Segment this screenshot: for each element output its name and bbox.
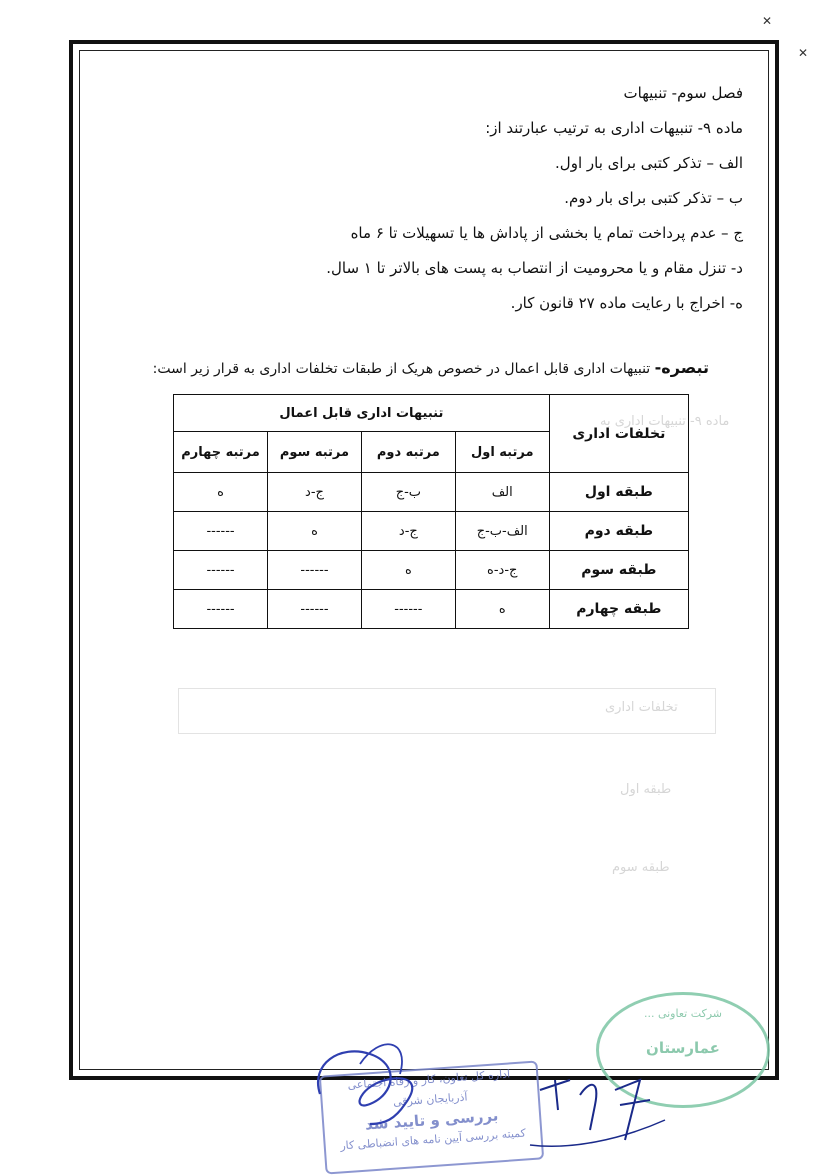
table-cell: الف (455, 473, 549, 512)
table-cell: ------ (268, 590, 362, 629)
row-label: طبقه چهارم (549, 590, 688, 629)
seal-ring-text: شرکت تعاونی ... (643, 1007, 723, 1020)
note (153, 358, 709, 377)
table-cell: ------ (174, 512, 268, 551)
row-label: طبقه اول (549, 473, 688, 512)
table-cell: ج-د (268, 473, 362, 512)
stamp-line: کمیته بررسی آیین نامه های انضباطی کار (339, 1126, 527, 1153)
note-label: تبصره- (654, 358, 709, 377)
stamp-line: اداره کل تعاون، کار و رفاه اجتماعی (347, 1067, 511, 1092)
chapter-title: فصل سوم- تنبیهات (623, 84, 743, 102)
column-header: مرتبه چهارم (174, 432, 268, 473)
note-text: تنبیهات اداری قابل اعمال در خصوص هریک از طبقات تخلفات اداری به قرار زیر است: (152, 361, 651, 377)
table-cell: ج-د (361, 512, 455, 551)
table-cell: ب-ج (361, 473, 455, 512)
signature-right (520, 1050, 670, 1160)
table-row (174, 551, 689, 590)
column-header: مرتبه اول (455, 432, 549, 473)
bleed-through-box (178, 688, 716, 734)
crop-mark: ✕ (762, 14, 773, 28)
penalty-table (173, 394, 689, 629)
list-item: ج – عدم پرداخت تمام یا بخشی از پاداش ها یا تسهیلات تا ۶ ماه (350, 224, 743, 242)
crop-mark: ✕ (798, 46, 809, 60)
table-cell: ه (268, 512, 362, 551)
column-header: مرتبه سوم (268, 432, 362, 473)
table-row-header: تخلفات اداری (549, 395, 688, 473)
table-cell: ------ (174, 590, 268, 629)
signature-left (300, 1024, 460, 1144)
table-row (174, 512, 689, 551)
table-cell: ------ (174, 551, 268, 590)
list-item: الف – تذکر کتبی برای بار اول. (555, 154, 743, 172)
bleed-through-text: طبقه اول (620, 782, 672, 797)
table-cell: ------ (268, 551, 362, 590)
seal-center-text: عمارستان (646, 1039, 720, 1057)
table-cell: ه (174, 473, 268, 512)
row-label: طبقه دوم (549, 512, 688, 551)
table-cell: ه (361, 551, 455, 590)
bleed-through-text: طبقه سوم (612, 860, 670, 875)
list-item: ه- اخراج با رعایت ماده ۲۷ قانون کار. (510, 294, 743, 312)
table-row (174, 473, 689, 512)
stamp-line: بررسی و تایید شد (364, 1106, 499, 1134)
table-cell: الف-ب-ج (455, 512, 549, 551)
bleed-through-text: تخلفات اداری (605, 700, 678, 715)
table-group-header: تنبیهات اداری قابل اعمال (174, 395, 550, 432)
column-header: مرتبه دوم (361, 432, 455, 473)
document-body (183, 76, 743, 321)
list-item: د- تنزل مقام و یا محرومیت از انتصاب به پست های بالاتر تا ۱ سال. (326, 259, 743, 277)
bleed-through-text: ماده ۹- تنبیهات اداری به (600, 414, 730, 429)
stamp-line: آذربایجان شرقی (392, 1090, 468, 1109)
row-label: طبقه سوم (549, 551, 688, 590)
table-cell: ------ (361, 590, 455, 629)
article-heading: ماده ۹- تنبیهات اداری به ترتیب عبارتند از: (485, 119, 743, 137)
table-row (174, 590, 689, 629)
table-cell: ج-د-ه (455, 551, 549, 590)
list-item: ب – تذکر کتبی برای بار دوم. (564, 189, 743, 207)
table-cell: ه (455, 590, 549, 629)
